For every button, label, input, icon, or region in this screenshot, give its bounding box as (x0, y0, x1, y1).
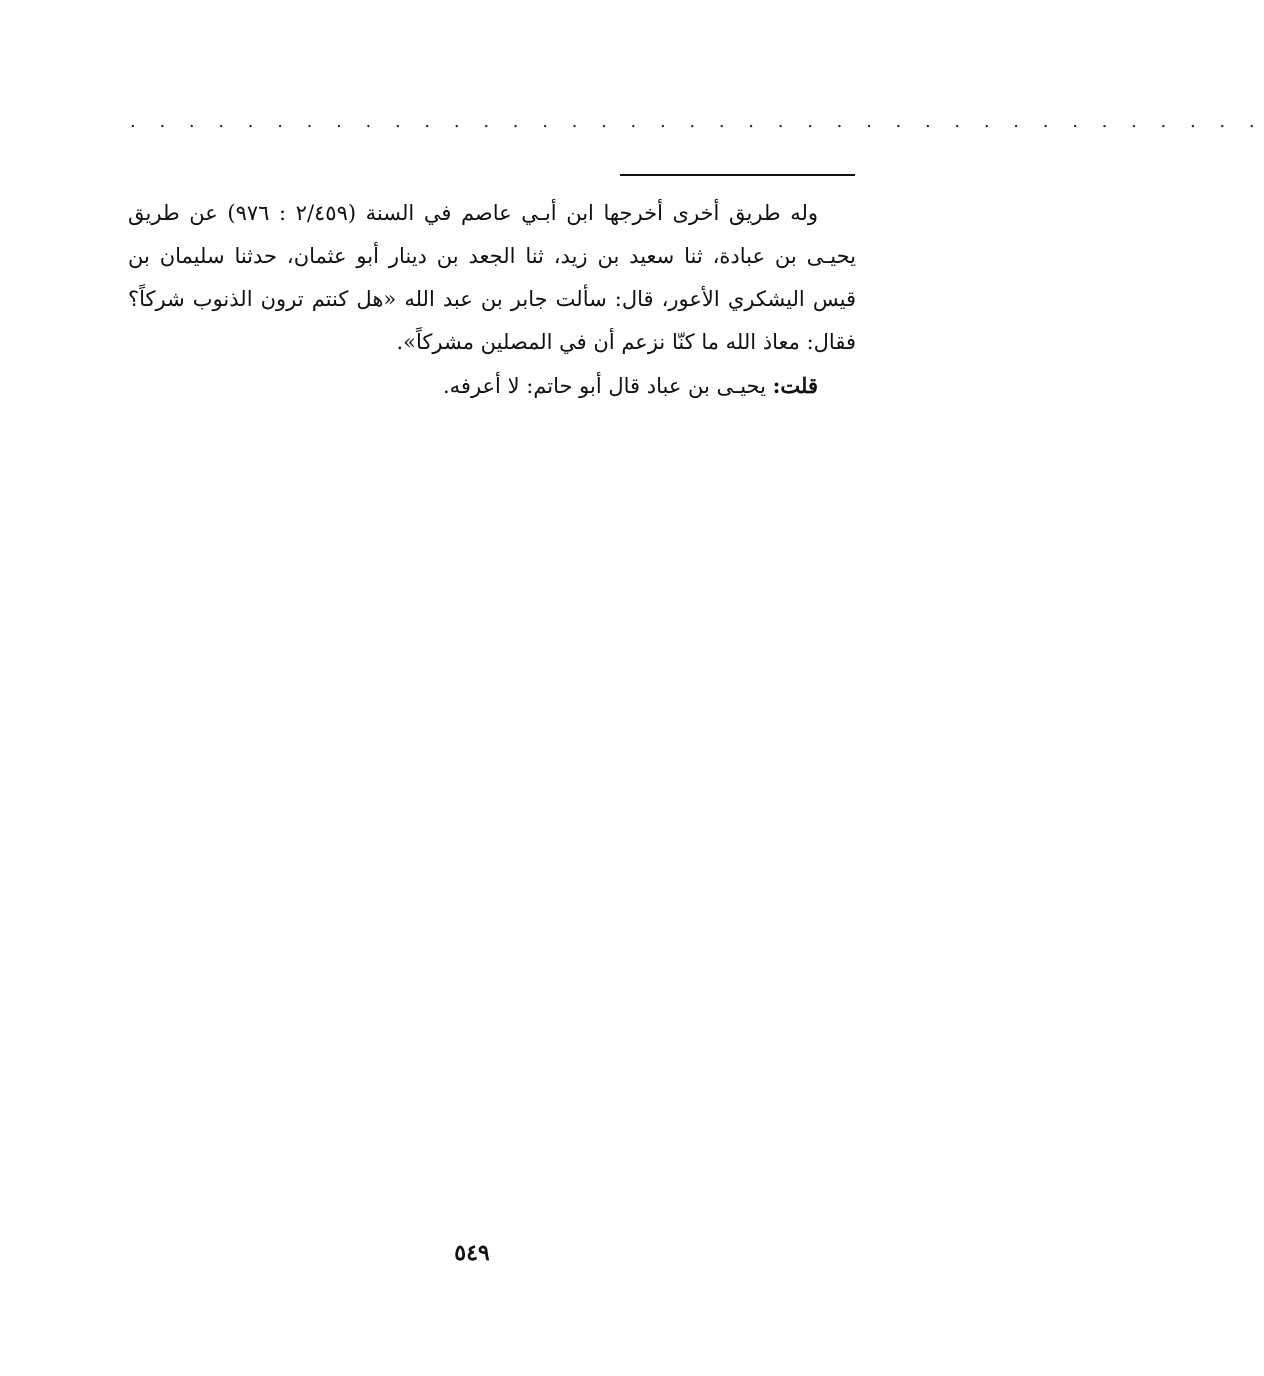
footnote-note (128, 364, 856, 408)
dotted-separator: . . . . . . . . . . . . . . . . . . . . . . . . . . . . . . . . . . . . . . . (130, 111, 1264, 132)
page-number: ٥٤٩ (454, 1240, 490, 1266)
note-text: يحيـى بن عباد قال أبو حاتم: لا أعرفه. (442, 374, 773, 398)
footnote-rule (620, 174, 855, 176)
footnote-paragraph: وله طريق أخرى أخرجها ابن أبـي عاصم في السنة (٢/٤٥٩ : ٩٧٦) عن طريق يحيـى بن عبادة، ثنا سعيد بن زيد، ثنا الجعد بن دينار أبو عثمان، حدثنا سليمان بن قيس اليشكري الأعور، قال: سألت جابر بن عبد الله «هل كنتم ترون الذنوب شركاً؟ فقال: معاذ الله ما كنّا نزعم أن في المصلين مشركاً». (128, 201, 856, 354)
note-label: قلت: (772, 373, 818, 398)
footnote-block (128, 192, 856, 408)
